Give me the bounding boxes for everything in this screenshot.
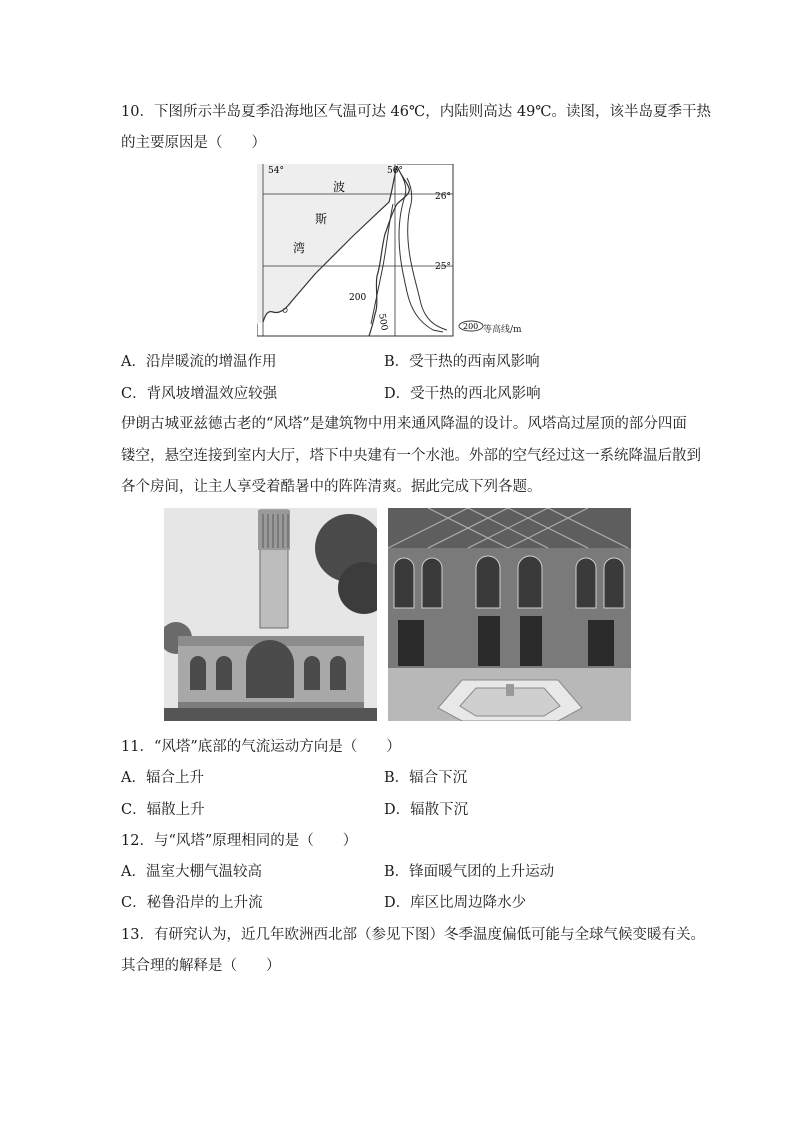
persian-gulf-map — [257, 164, 522, 340]
q11-option-b[interactable]: B．辐合下沉 — [384, 770, 468, 786]
q10-stem-line1: 10．下图所示半岛夏季沿海地区气温可达 46℃，内陆则高达 49℃。读图，该半岛夏季干热 — [121, 104, 712, 120]
q11-option-c[interactable]: C．辐散上升 — [121, 802, 205, 818]
q12-stem: 12．与“风塔”原理相同的是（ ） — [121, 833, 358, 849]
q12-option-d[interactable]: D．库区比周边降水少 — [384, 895, 527, 911]
wind-tower-exterior-photo — [164, 508, 377, 721]
q12-option-c[interactable]: C．秘鲁沿岸的上升流 — [121, 895, 263, 911]
sea-label-si: 斯 — [315, 212, 328, 226]
legend-text: 等高线/m — [483, 325, 522, 335]
sea-label-wan: 湾 — [293, 241, 306, 255]
contour-label-500: 500 — [376, 312, 389, 332]
lon-label-56: 56° — [387, 166, 403, 176]
q11-option-d[interactable]: D．辐散下沉 — [384, 802, 469, 818]
wind-tower-interior-photo — [388, 508, 631, 721]
q10-option-b[interactable]: B．受干热的西南风影响 — [384, 354, 540, 370]
q10-option-a[interactable]: A．沿岸暖流的增温作用 — [121, 354, 277, 370]
legend-value: 200 — [463, 322, 479, 331]
contour-label-200: 200 — [349, 293, 367, 303]
q10-option-d[interactable]: D．受干热的西北风影响 — [384, 386, 541, 402]
q13-stem-line1: 13．有研究认为，近几年欧洲西北部（参见下图）冬季温度偏低可能与全球气候变暖有关。 — [121, 927, 705, 943]
q10-option-c[interactable]: C．背风坡增温效应较强 — [121, 386, 278, 402]
passage-line3: 各个房间，让主人享受着酷暑中的阵阵清爽。据此完成下列各题。 — [121, 479, 542, 495]
lon-label-54: 54° — [268, 166, 284, 176]
q12-option-b[interactable]: B．锋面暖气团的上升运动 — [384, 864, 555, 880]
lat-label-25: 25° — [435, 262, 451, 272]
passage-line2: 镂空，悬空连接到室内大厅，塔下中央建有一个水池。外部的空气经过这一系统降温后散到 — [121, 448, 701, 464]
sea-label-bo: 波 — [333, 180, 346, 194]
q10-stem-line2: 的主要原因是（ ） — [121, 135, 266, 151]
q12-option-a[interactable]: A．温室大棚气温较高 — [121, 864, 262, 880]
passage-line1: 伊朗古城亚兹德古老的“风塔”是建筑物中用来通风降温的设计。风塔高过屋顶的部分四面 — [121, 416, 687, 432]
q11-option-a[interactable]: A．辐合上升 — [121, 770, 204, 786]
q13-stem-line2: 其合理的解释是（ ） — [121, 958, 281, 974]
lat-label-26: 26° — [435, 192, 451, 202]
q11-stem: 11．“风塔”底部的气流运动方向是（ ） — [121, 739, 401, 755]
